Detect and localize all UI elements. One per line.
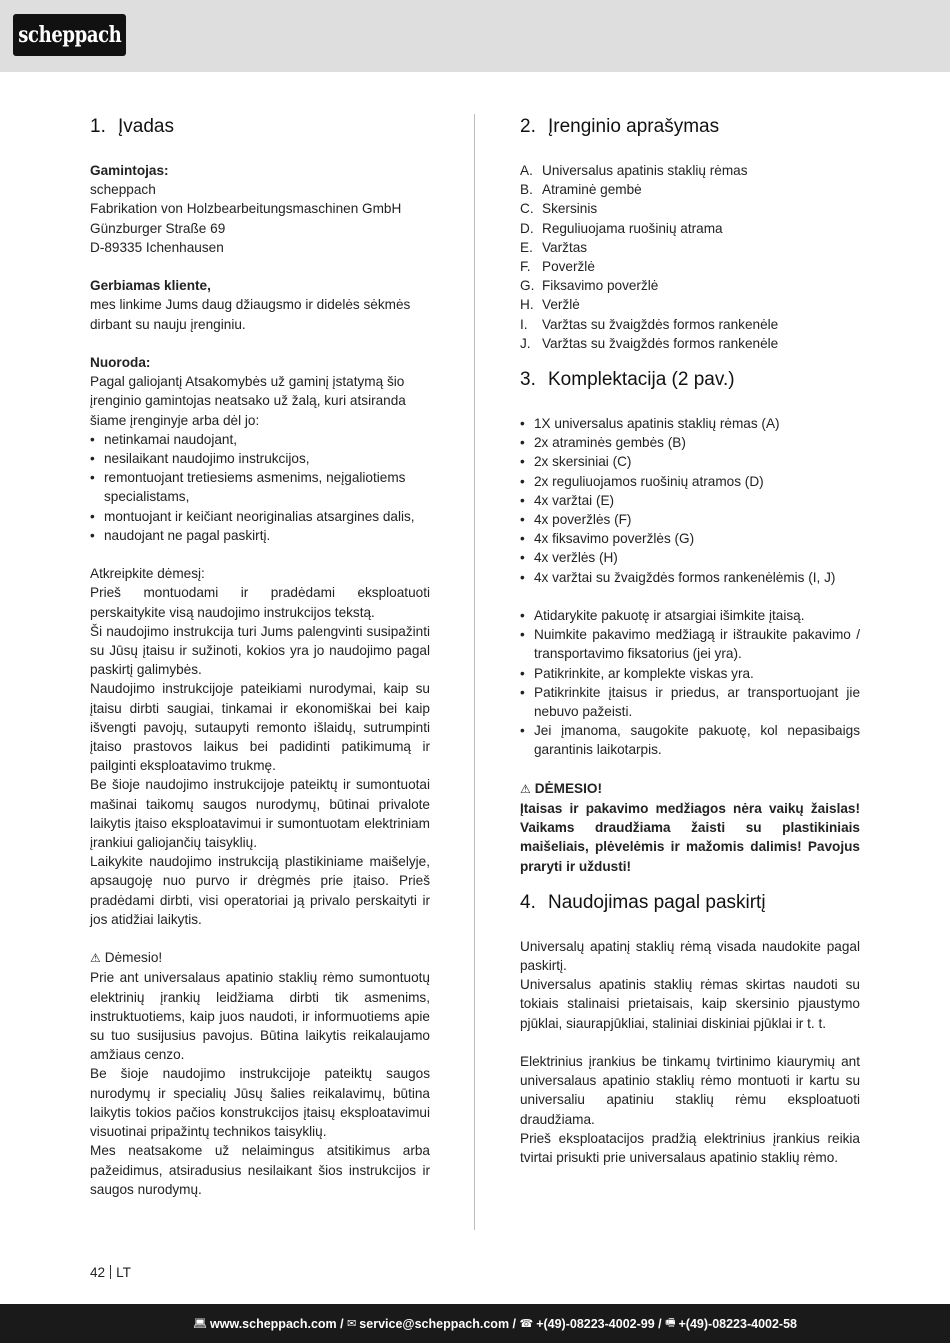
footer-email: service@scheppach.com <box>359 1316 510 1331</box>
part-text: Poveržlė <box>542 259 595 275</box>
warning-label: Dėmesio! <box>104 950 163 966</box>
list-item: • nesilaikant naudojimo instrukcijos, <box>90 449 430 468</box>
part-letter: D. <box>520 220 534 236</box>
right-column <box>520 116 860 1167</box>
caution-text: Įtaisas ir pakavimo medžiagos nėra vaikų žaislas! Vaikams draudžiama žaisti su plastikiniais maišeliais, plėvelėmis ir mažomis dalimis! Pavojus praryti ir uždusti! <box>520 801 860 874</box>
attention-paragraph: Be šioje naudojimo instrukcijoje pateiktų ir sumontuotai mašinai taikomų saugos nurodymų, būtinai privalote laikytis įtaiso eksploatavimui ir sumontuotam elektriniam įrankiui galiojančių taisyklių. <box>90 777 430 851</box>
list-item: • 2x skersiniai (C) <box>520 452 860 471</box>
manufacturer-line: D-89335 Ichenhausen <box>90 239 224 255</box>
email-icon: ✉ <box>347 1317 357 1330</box>
list-item: • 4x veržlės (H) <box>520 548 860 567</box>
part-letter: J. <box>520 335 531 351</box>
part-item <box>520 238 860 257</box>
warning-triangle-icon: ⚠ <box>520 781 531 796</box>
part-letter: A. <box>520 163 533 178</box>
part-item <box>520 199 860 218</box>
warning-paragraph: Prie ant universalaus apatinio staklių rėmo sumontuotų elektrinių įrankių leidžiama dirbti tik asmenims, instruktuotiems, kaip juos naudoti, ir informuotiems apie su tuo susijusius pavojus. Būtina laikytis reikalaujamo amžiaus cenzo. <box>90 970 430 1063</box>
caution-heading <box>520 779 860 799</box>
parts-list <box>520 161 860 353</box>
manufacturer-line: scheppach <box>90 182 156 198</box>
part-text: Varžtas su žvaigždės formos rankenėle <box>542 316 779 332</box>
column-divider <box>474 114 475 1230</box>
part-item <box>520 276 860 295</box>
part-text: Fiksavimo poveržlė <box>542 278 659 294</box>
section-3-number: 3. <box>520 369 536 391</box>
list-item: • Nuimkite pakavimo medžiagą ir ištraukite pakavimo / transportavimo fiksatorius (jei yra). <box>520 625 860 663</box>
list-item: • Patikrinkite, ar komplekte viskas yra. <box>520 664 860 683</box>
list-item: • 4x fiksavimo poveržlės (G) <box>520 529 860 548</box>
footer-web: www.scheppach.com <box>210 1316 337 1331</box>
list-item: • remontuojant tretiesiems asmenims, neįgaliotiems specialistams, <box>90 468 430 506</box>
part-text: Reguliuojama ruošinių atrama <box>542 220 723 236</box>
list-item: • 2x reguliuojamos ruošinių atramos (D) <box>520 472 860 491</box>
manufacturer-line: Günzburger Straße 69 <box>90 220 226 236</box>
warning-paragraph: Mes neatsakome už nelaimingus atsitikimus arba pažeidimus, atsiradusius nesilaikant šios instrukcijos ir saugos nurodymų. <box>90 1143 430 1197</box>
part-letter: H. <box>520 297 534 313</box>
list-item: • netinkamai naudojant, <box>90 430 430 449</box>
footer-fax: +(49)-08223-4002-58 <box>678 1316 797 1331</box>
page-number-separator <box>110 1265 111 1279</box>
attention-paragraph: Naudojimo instrukcijoje pateikiami nurodymai, kaip su įtaisu dirbti saugiai, tinkamai ir ekonomiškai bei kaip išvengti pavojų, sutaupyti remonto išlaidų, sutrumpinti įtaiso prastovos laikus bei padidinti patikimumą ir pailginti eksploatavimo trukmę. <box>90 681 430 774</box>
section-1-number: 1. <box>90 116 106 137</box>
attention-paragraph: Ši naudojimo instrukcija turi Jums palengvinti susipažinti su Jūsų įtaisu ir sužinoti, kokios yra jo naudojimo pagal paskirtį galimybės. <box>90 623 430 678</box>
list-item: • 1X universalus apatinis staklių rėmas (A) <box>520 414 860 433</box>
footer-bar <box>0 1304 950 1343</box>
list-item: • montuojant ir keičiant neoriginalias atsargines dalis, <box>90 507 430 526</box>
attention-paragraph: Prieš montuodami ir pradėdami eksploatuoti perskaitykite visą naudojimo instrukcijos tekstą. <box>90 585 430 620</box>
warning-heading <box>90 948 430 968</box>
list-item: • 2x atraminės gembės (B) <box>520 433 860 452</box>
part-text: Veržlė <box>542 297 580 313</box>
section-2-number: 2. <box>520 116 536 137</box>
page-language: LT <box>116 1265 131 1280</box>
part-letter: F. <box>520 259 531 275</box>
part-text: Universalus apatinis staklių rėmas <box>542 163 748 178</box>
section-1-title: Įvadas <box>118 116 174 137</box>
footer-separator: / <box>654 1316 666 1331</box>
contents-list <box>520 414 860 587</box>
attention-paragraph: Laikykite naudojimo instrukciją plastikiniame maišelyje, apsaugoję nuo purvo ir drėgmės prie įtaiso. Prieš pradėdami dirbti, visi operatoriai ją privalo perskaityti ir jos atidžiai laikytis. <box>90 854 430 927</box>
scheppach-logo <box>13 14 126 56</box>
use-paragraph: Prieš eksploatacijos pradžią elektrinius įrankius reikia tvirtai prisukti prie universalaus apatinio staklių rėmo. <box>520 1130 860 1166</box>
section-2-title: Įrenginio aprašymas <box>548 116 720 137</box>
list-item: • 4x varžtai su žvaigždės formos rankenėlėmis (I, J) <box>520 568 860 587</box>
page-number <box>90 1265 131 1280</box>
fax-icon: 🖷︎ <box>665 1316 676 1329</box>
list-item: • naudojant ne pagal paskirtį. <box>90 526 430 545</box>
part-letter: E. <box>520 239 533 255</box>
part-item <box>520 161 860 180</box>
part-letter: G. <box>520 278 535 294</box>
caution-label: DĖMESIO! <box>534 780 602 796</box>
part-item <box>520 180 860 199</box>
unpacking-list <box>520 606 860 760</box>
list-item: • 4x poveržlės (F) <box>520 510 860 529</box>
section-3-heading <box>520 369 860 391</box>
attention-label: Atkreipkite dėmesį: <box>90 566 205 582</box>
section-4-number: 4. <box>520 891 536 913</box>
use-paragraph: Elektrinius įrankius be tinkamų tvirtinimo kiaurymių ant universalaus apatinio staklių rėmo montuoti ir kartu su universaliu apatiniu staklių rėmu eksploatuoti draudžiama. <box>520 1054 860 1127</box>
part-item <box>520 295 860 314</box>
manufacturer-line: Fabrikation von Holzbearbeitungsmaschinen GmbH <box>90 201 402 217</box>
note-text: Pagal galiojantį Atsakomybės už gaminį įstatymą šio įrenginio gamintojas neatsako už žalą, kuri atsiranda šiame įrenginyje arba dėl jo: <box>90 374 406 428</box>
part-item <box>520 257 860 276</box>
list-item: • Patikrinkite įtaisus ir priedus, ar transportuojant jie nebuvo pažeisti. <box>520 683 860 721</box>
section-2-heading <box>520 116 860 138</box>
section-4-heading <box>520 892 860 914</box>
left-column <box>90 116 430 1199</box>
part-item <box>520 334 860 353</box>
section-3-title: Komplektacija (2 pav.) <box>548 369 735 391</box>
footer-phone: +(49)-08223-4002-99 <box>536 1316 655 1331</box>
part-text: Varžtas su žvaigždės formos rankenėle <box>542 335 779 351</box>
page-number-value: 42 <box>90 1265 106 1280</box>
footer-separator: / <box>336 1316 348 1331</box>
part-text: Varžtas <box>542 239 588 255</box>
list-item: • Atidarykite pakuotę ir atsargiai išimkite įtaisą. <box>520 606 860 625</box>
warning-triangle-icon: ⚠ <box>90 951 101 966</box>
dear-customer-text: mes linkime Jums daug džiaugsmo ir didelės sėkmės dirbant su nauju įrenginiu. <box>90 297 411 332</box>
note-list <box>90 430 430 545</box>
part-letter: C. <box>520 201 534 217</box>
part-letter: I. <box>520 316 528 332</box>
part-letter: B. <box>520 182 533 198</box>
part-text: Atraminė gembė <box>542 182 642 198</box>
list-item: • 4x varžtai (E) <box>520 491 860 510</box>
section-4-title: Naudojimas pagal paskirtį <box>548 891 766 913</box>
computer-icon: 💻︎ <box>193 1317 207 1330</box>
footer-separator: / <box>509 1316 520 1331</box>
note-label: Nuoroda: <box>90 355 151 370</box>
logo-text: scheppach <box>17 22 122 48</box>
use-paragraph: Universalus apatinis staklių rėmas skirtas naudoti su tokiais stalinaisi prietaisais, kaip skersinio pjaustymo pjūklai, siaurapjūkliai, staliniai diskiniai pjūklai ir t. t. <box>520 977 860 1031</box>
part-item <box>520 219 860 238</box>
use-paragraph: Universalų apatinį staklių rėmą visada naudokite pagal paskirtį. <box>520 938 860 974</box>
section-1-heading <box>90 116 430 138</box>
manufacturer-label: Gamintojas: <box>90 163 169 178</box>
warning-paragraph: Be šioje naudojimo instrukcijoje pateiktų saugos nurodymų ir specialių Jūsų šalies reikalavimų, būtina laikytis tokios pačios konstrukcijos įtaisų eksploatavimui visuotinai pripažintų technikos taisyklių. <box>90 1066 430 1140</box>
part-text: Skersinis <box>542 201 598 217</box>
part-item <box>520 315 860 334</box>
dear-customer-label: Gerbiamas kliente, <box>90 278 211 294</box>
header-band <box>0 0 950 72</box>
phone-icon: ☎ <box>519 1317 534 1330</box>
list-item: • Jei įmanoma, saugokite pakuotę, kol nepasibaigs garantinis laikotarpis. <box>520 721 860 759</box>
